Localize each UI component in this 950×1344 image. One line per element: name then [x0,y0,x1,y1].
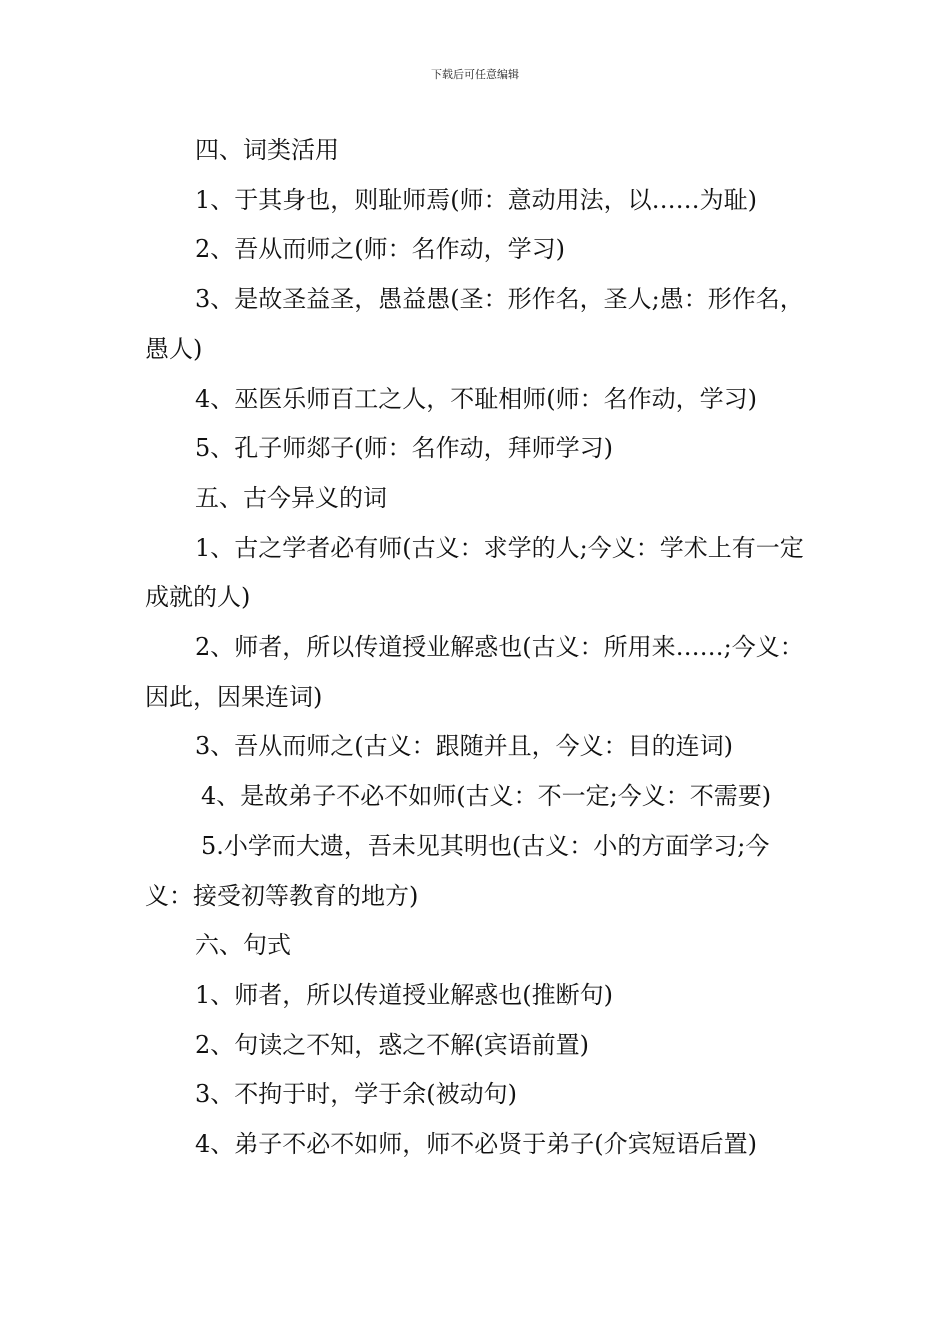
paragraph-item: 3、不拘于时，学于余(被动句) [195,1080,517,1109]
paragraph-item: 1、古之学者必有师(古义：求学的人;今义：学术上有一定成就的人) [145,533,804,612]
paragraph-item: 2、句读之不知，惑之不解(宾语前置) [195,1030,589,1059]
paragraph-item: 4、是故弟子不必不如师(古义：不一定;今义：不需要) [201,782,772,811]
paragraph-item: 1、师者，所以传道授业解惑也(推断句) [195,980,613,1009]
paragraph-item: 3、吾从而师之(古义：跟随并且，今义：目的连词) [195,732,733,761]
document-body [145,126,807,1170]
paragraph-item: 4、弟子不必不如师，师不必贤于弟子(介宾短语后置) [195,1130,757,1159]
section-heading-word-class-usage: 四、词类活用 [195,136,339,164]
page-header-note: 下载后可任意编辑 [431,68,519,81]
section-heading-sentence-patterns: 六、句式 [195,931,291,960]
paragraph-item: 3、是故圣益圣，愚益愚(圣：形作名，圣人;愚：形作名，愚人) [145,285,804,363]
paragraph-item: 5.小学而大遗，吾未见其明也(古义：小的方面学习;今义：接受初等教育的地方) [145,831,770,910]
paragraph-item: 2、吾从而师之(师：名作动，学习) [195,235,565,264]
paragraph-item: 5、孔子师郯子(师：名作动，拜师学习) [195,434,613,463]
paragraph-item: 2、师者，所以传道授业解惑也(古义：所用来……;今义：因此，因果连词) [145,633,804,711]
paragraph-item: 4、巫医乐师百工之人，不耻相师(师：名作动，学习) [195,384,757,413]
section-heading-ancient-modern-meaning: 五、古今异义的词 [195,483,387,512]
paragraph-item: 1、于其身也，则耻师焉(师：意动用法，以……为耻) [195,185,757,214]
